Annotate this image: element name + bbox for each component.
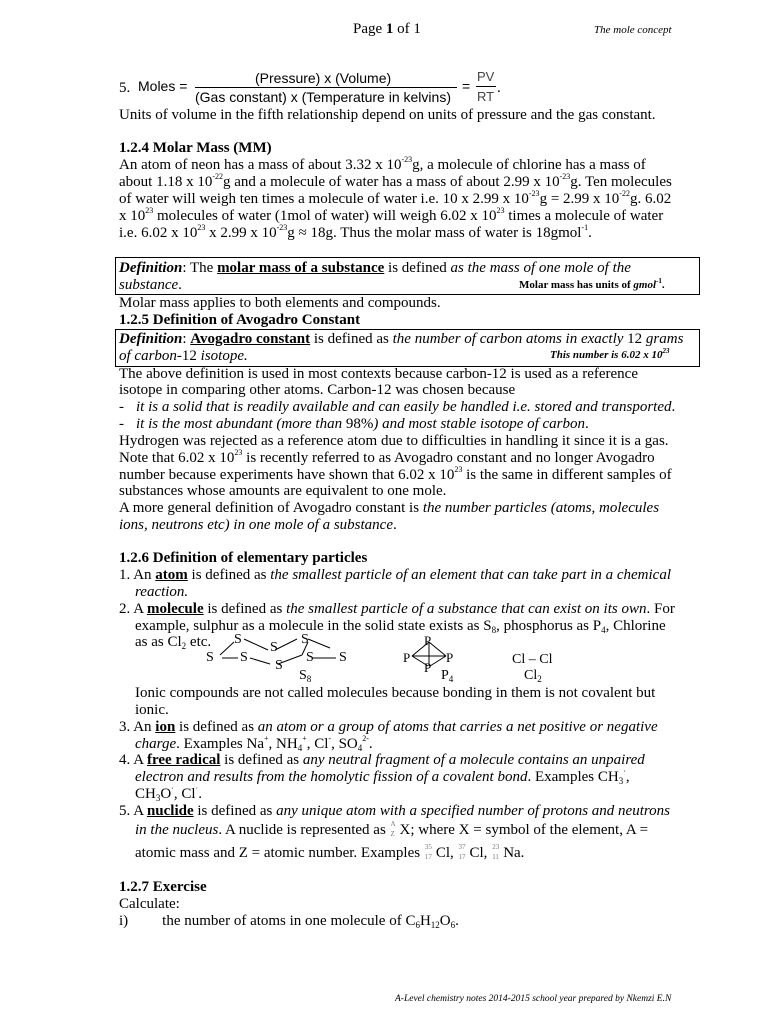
list-item-molecule: 2. A molecule is defined as the smallest particle of a substance that can exist on its own. For — [119, 601, 675, 617]
equation-denominator: (Gas constant) x (Temperature in kelvins) — [195, 89, 451, 105]
list-item-continuation: Ionic compounds are not called molecules because bonding in them is not covalent but — [135, 685, 656, 701]
page-prefix: Page — [353, 21, 386, 37]
cl2-label: $Cl_2$ — [524, 668, 542, 684]
bullet-line: - it is a solid that is readily available and can easily be handled i.e. stored and transported. — [119, 399, 676, 415]
page-footer: A-Level chemistry notes 2014-2015 school year prepared by Nkemzi E.N — [395, 994, 672, 1004]
p-atom: P — [424, 660, 432, 675]
definition-line: substance. — [119, 277, 182, 293]
list-item-nuclide: 5. A nuclide is defined as any unique atom with a specified number of protons and neutrons — [119, 803, 670, 819]
list-item-continuation: charge. Examples Na+, $NH_4^+$, Cl-, $SO_4^{2-}$. — [135, 734, 373, 753]
equation-number: 5. — [119, 80, 131, 96]
paragraph-line: ions, neutrons etc) in one mole of a substance. — [119, 517, 397, 533]
paragraph-line: The above definition is used in most contexts because carbon-12 is used as a reference — [119, 366, 638, 382]
heading-molar-mass: 1.2.4 Molar Mass (MM) — [119, 140, 272, 156]
equation-numerator: (Pressure) x (Volume) — [255, 70, 392, 86]
list-item-continuation: as as $Cl_2$ etc. — [135, 634, 212, 651]
exercise-intro: Calculate: — [119, 896, 180, 912]
molar-mass-units-note: Molar mass has units of gmol$^{-1}$. — [519, 277, 665, 291]
definition-line: of carbon-12 isotope. — [119, 348, 248, 364]
equation-equals: = — [462, 78, 471, 94]
p4-label: $P_4$ — [441, 668, 454, 684]
paragraph-line: about 1.18 x $10^{-22}g$ and a molecule of water has a mass of about 2.99 x $10^{-23}g$. Ten molecules — [119, 172, 672, 190]
cl2-structure: Cl – Cl — [512, 652, 553, 667]
s-atom: S — [339, 650, 347, 665]
units-note: Units of volume in the fifth relationship depend on units of pressure and the gas constant. — [119, 107, 656, 123]
term-molar-mass: molar mass of a substance — [217, 260, 385, 276]
page-suffix: of 1 — [393, 21, 421, 37]
s-atom: S — [206, 650, 214, 665]
list-item-continuation: atomic mass and Z = atomic number. Examples 35 17 Cl, 37 17 Cl, 23 11 Na. — [135, 842, 525, 861]
equation-rt: RT — [477, 89, 495, 104]
paragraph-line: An atom of neon has a mass of about 3.32 x $10^{-23}g$, a molecule of chlorine has a mass of — [119, 155, 646, 173]
p-atom: P — [446, 650, 454, 665]
page-number: 1 — [385, 21, 394, 37]
list-item-continuation: in the nucleus. A nuclide is represented as A Z X; where X = symbol of the element, A = — [135, 819, 649, 838]
p-atom: P — [403, 650, 411, 665]
s8-label: $S_8$ — [299, 668, 312, 684]
s-atom: S — [240, 650, 248, 665]
fraction-line — [195, 87, 457, 88]
s-atom: S — [270, 640, 278, 655]
s-atom: S — [301, 632, 309, 647]
paragraph-line: number because experiments have shown that 6.02 x $10^{23}$ is the same in different samples of — [119, 465, 672, 483]
molar-note: Molar mass applies to both elements and compounds. — [119, 295, 441, 311]
heading-elementary-particles: 1.2.6 Definition of elementary particles — [119, 550, 368, 566]
list-item-free-radical: 4. A free radical is defined as any neutral fragment of a molecule contains an unpaired — [119, 752, 645, 768]
list-item-continuation: ionic. — [135, 702, 169, 718]
doc-title: The mole concept — [594, 24, 672, 36]
fraction-line-2 — [476, 86, 496, 87]
page-header — [353, 21, 421, 38]
list-item-continuation: example, sulphur as a molecule in the solid state exists as $S_8$, phosphorus as $P_4$, Chlorine — [135, 618, 666, 635]
paragraph-line: isotope in comparing other atoms. Carbon-12 was chosen because — [119, 382, 516, 398]
s-atom: S — [275, 658, 283, 673]
s-atom: S — [234, 632, 242, 647]
paragraph-line: A more general definition of Avogadro constant is the number particles (atoms, molecules — [119, 500, 660, 516]
paragraph-line: Note that 6.02 x $10^{23}$ is recently referred to as Avogadro constant and no longer Avogadro — [119, 448, 655, 466]
paragraph-line: i.e. 6.02 x $10^{23}$ x 2.99 x $10^{-23}g \approx 18g$. Thus the molar mass of water is 18gmol$^{-1}$. — [119, 223, 592, 241]
paragraph-line: substances whose amounts are equivalent to one mole. — [119, 483, 447, 499]
equation-dot: . — [497, 80, 501, 96]
equation-pv: PV — [477, 69, 495, 84]
paragraph-line: x $10^{23}$ molecules of water (1mol of water) will weigh 6.02 x $10^{23}$ times a molecule of water — [119, 206, 664, 224]
definition-line: Definition: Avogadro constant is defined as the number of carbon atoms in exactly 12 grams — [119, 331, 684, 347]
avogadro-number-note: This number is 6.02 x $10^{23}$ — [550, 347, 670, 361]
list-item-continuation: electron and results from the homolytic fission of a covalent bond. Examples $CH_3^\cdot$, — [135, 767, 630, 786]
paragraph-line: Hydrogen was rejected as a reference atom due to difficulties in handling it since it is a gas. — [119, 433, 669, 449]
s-atom: S — [306, 650, 314, 665]
equation-lhs: Moles = — [138, 78, 188, 94]
heading-exercise: 1.2.7 Exercise — [119, 879, 207, 895]
heading-avogadro: 1.2.5 Definition of Avogadro Constant — [119, 312, 361, 328]
bullet-line: - it is the most abundant (more than 98%) and most stable isotope of carbon. — [119, 416, 589, 432]
definition-line: Definition: The molar mass of a substance is defined as the mass of one mole of the — [119, 260, 631, 276]
term-avogadro: Avogadro constant — [190, 331, 311, 347]
exercise-item: i) the number of atoms in one molecule of $C_6H_{12}O_6$. — [119, 913, 459, 930]
list-item-atom: 1. An atom is defined as the smallest particle of an element that can take part in a chemical — [119, 567, 672, 583]
paragraph-line: of water will weigh ten times a molecule of water i.e. 10 x 2.99 x $10^{-23}g = 2.99$ x $10^{-22}g$. 6.02 — [119, 189, 672, 207]
list-item-continuation: $CH_3O^\cdot$, Cl·. — [135, 784, 202, 803]
p-atom: P — [424, 633, 432, 648]
list-item-continuation: reaction. — [135, 584, 189, 600]
list-item-ion: 3. An ion is defined as an atom or a group of atoms that carries a net positive or negative — [119, 719, 658, 735]
